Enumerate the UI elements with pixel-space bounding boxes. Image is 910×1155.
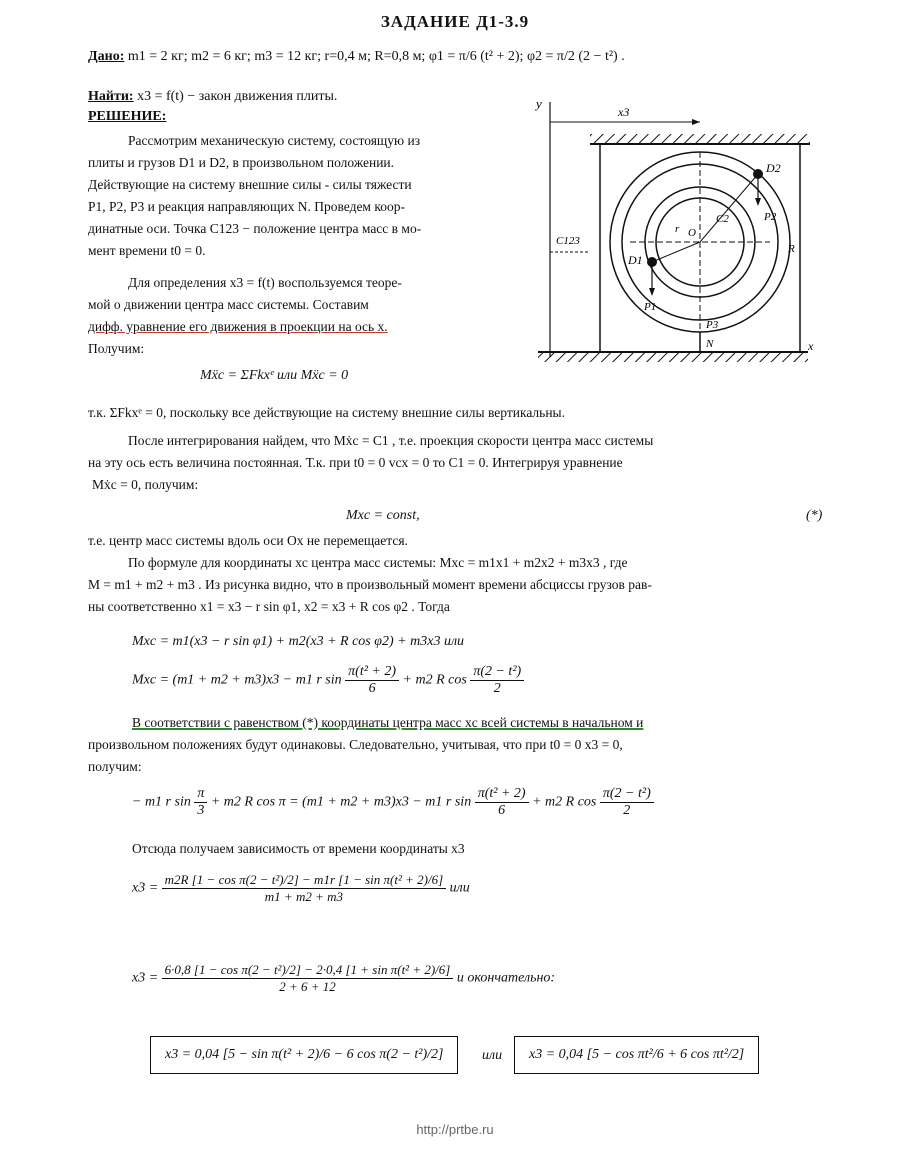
frac-num: 6·0,8 [1 − cos π(2 − t²)/2] − 2·0,4 [1 + sin π(t² + 2)/6] xyxy=(162,962,454,979)
frac-num: π(2 − t²) xyxy=(600,786,654,803)
eq-x3-tail: или xyxy=(449,880,470,896)
para4-line: получим: xyxy=(88,759,142,774)
paragraph-2 xyxy=(88,430,848,496)
eq-x3n-tail: и окончательно: xyxy=(456,970,556,986)
para3-line: По формуле для координаты xc центра масс системы: Mxc = m1x1 + m2x2 + m3x3 , где xyxy=(128,555,628,570)
eq-equal-mid1: + m2 R cos π = (m1 + m2 + m3)x3 − m1 r sin xyxy=(210,794,472,810)
find-label: Найти: xyxy=(88,89,134,104)
final-result-1: x3 = 0,04 [5 − sin π(t² + 2)/6 − 6 cos π(2 − t²)/2] xyxy=(150,1036,458,1074)
find-line xyxy=(88,88,337,106)
frac-num: m2R [1 − cos π(2 − t²)/2] − m1r [1 − sin π(t² + 2)/6] xyxy=(162,872,446,889)
intro-line: плиты и грузов D1 и D2, в произвольном положении. xyxy=(88,155,395,170)
intro-line: динатные оси. Точка C123 − положение центра масс в мо- xyxy=(88,221,422,236)
method-paragraph xyxy=(88,272,508,360)
intro-paragraph xyxy=(88,130,508,262)
equation-xc-2 xyxy=(132,664,524,697)
bottom-guide xyxy=(538,352,808,362)
top-guide xyxy=(590,134,810,144)
label-c2: C2 xyxy=(716,213,729,225)
paragraph-3 xyxy=(88,552,848,618)
frac-den: 6 xyxy=(498,803,506,818)
frac-num: π xyxy=(194,786,207,803)
given-label: Дано: xyxy=(88,49,125,64)
method-line: Получим: xyxy=(88,341,145,356)
given-text: m1 = 2 кг; m2 = 6 кг; m3 = 12 кг; r=0,4 м; R=0,8 м; φ1 = π/6 (t² + 2); φ2 = π/2 (2 − t²) . xyxy=(127,49,625,64)
dim-label-x3: x3 xyxy=(618,105,630,119)
para3-line: ны соответственно x1 = x3 − r sin φ1, x2 = x3 + R cos φ2 . Тогда xyxy=(88,599,450,614)
final-result-2: x3 = 0,04 [5 − cos πt²/6 + 6 cos πt²/2] xyxy=(514,1036,759,1074)
label-r-big: R xyxy=(788,243,795,255)
find-text: x3 = f(t) − закон движения плиты. xyxy=(137,89,338,104)
eq-equal-lhs: − m1 r sin xyxy=(132,794,191,810)
para2-line: Mẋc = 0, получим: xyxy=(92,477,199,492)
equation-const: Mxc = const, xyxy=(346,508,420,523)
label-p2: P2 xyxy=(764,211,777,223)
eq-xc2-lhs: Mxc = (m1 + m2 + m3)x3 − m1 r sin xyxy=(132,672,342,688)
frac-den: 2 xyxy=(623,803,631,818)
equation-equal xyxy=(132,786,654,819)
method-line: мой о движении центра масс системы. Составим xyxy=(88,297,369,312)
footer-url: http://prtbe.ru xyxy=(416,1122,494,1137)
x-axis-label: x xyxy=(808,339,814,353)
label-r-small: r xyxy=(675,223,680,235)
solution-label: РЕШЕНИЕ: xyxy=(88,109,167,124)
equation-x3-general xyxy=(132,872,470,905)
note-2: т.е. центр масс системы вдоль оси Ox не перемещается. xyxy=(88,533,408,548)
frac-num: π(2 − t²) xyxy=(470,664,524,681)
equation-tag: (*) xyxy=(806,508,823,523)
label-p1: P1 xyxy=(644,301,657,313)
eq-xc2-mid: + m2 R cos xyxy=(402,672,467,688)
label-p3: P3 xyxy=(706,319,719,331)
para4-line: произвольном положениях будут одинаковы. Следовательно, учитывая, что при t0 = 0 x3 = 0, xyxy=(88,737,623,752)
method-line: дифф. уравнение его движения в проекции на ось x. xyxy=(88,319,388,334)
equation-motion: Mẍc = ΣFkxᵉ или Mẍc = 0 xyxy=(200,368,349,383)
equation-x3-numeric xyxy=(132,962,555,995)
paragraph-5: Отсюда получаем зависимость от времени координаты x3 xyxy=(132,841,465,856)
page-title: ЗАДАНИЕ Д1-3.9 xyxy=(380,12,530,31)
intro-line: Рассмотрим механическую систему, состоящую из xyxy=(128,133,421,148)
given-line xyxy=(88,48,625,66)
eq-equal-mid2: + m2 R cos xyxy=(532,794,597,810)
para3-line: M = m1 + m2 + m3 . Из рисунка видно, что в произвольный момент времени абсциссы грузов рав- xyxy=(88,577,652,592)
frac-den: 3 xyxy=(197,803,205,818)
eq-x3-lhs: x3 = xyxy=(132,880,159,896)
mechanism-figure xyxy=(520,92,820,372)
paragraph-4 xyxy=(88,712,848,778)
para2-line: После интегрирования найдем, что Mẋc = C1 , т.е. проекция скорости центра масс системы xyxy=(128,433,654,448)
solution-heading xyxy=(88,108,166,126)
note-1: т.к. ΣFkxᵉ = 0, поскольку все действующие на систему внешние силы вертикальны. xyxy=(88,405,565,420)
frac-den: 2 xyxy=(493,681,501,696)
method-line: Для определения x3 = f(t) воспользуемся теоре- xyxy=(128,275,402,290)
intro-line: P1, P2, P3 и реакция направляющих N. Проведем коор- xyxy=(88,199,405,214)
frac-den: 6 xyxy=(368,681,376,696)
center-mass-label: C123 xyxy=(556,235,580,247)
label-d1: D1 xyxy=(628,253,643,267)
frac-den: 2 + 6 + 12 xyxy=(279,979,336,994)
frac-num: π(t² + 2) xyxy=(345,664,399,681)
para4-line: В соответствии с равенством (*) координаты центра масс xc всей системы в начальном и xyxy=(132,715,644,730)
frac-den: m1 + m2 + m3 xyxy=(264,889,344,904)
eq-x3n-lhs: x3 = xyxy=(132,970,159,986)
final-or: или xyxy=(482,1048,503,1063)
label-d2: D2 xyxy=(766,161,781,175)
label-o: O xyxy=(688,227,696,239)
y-axis-label: y xyxy=(536,96,542,111)
frac-num: π(t² + 2) xyxy=(475,786,529,803)
para2-line: на эту ось есть величина постоянная. Т.к. при t0 = 0 vcx = 0 то C1 = 0. Интегрируя уравнение xyxy=(88,455,623,470)
intro-line: мент времени t0 = 0. xyxy=(88,243,206,258)
equation-xc-1: Mxc = m1(x3 − r sin φ1) + m2(x3 + R cos φ2) + m3x3 или xyxy=(132,634,465,649)
intro-line: Действующие на систему внешние силы - силы тяжести xyxy=(88,177,412,192)
label-n: N xyxy=(706,338,714,350)
